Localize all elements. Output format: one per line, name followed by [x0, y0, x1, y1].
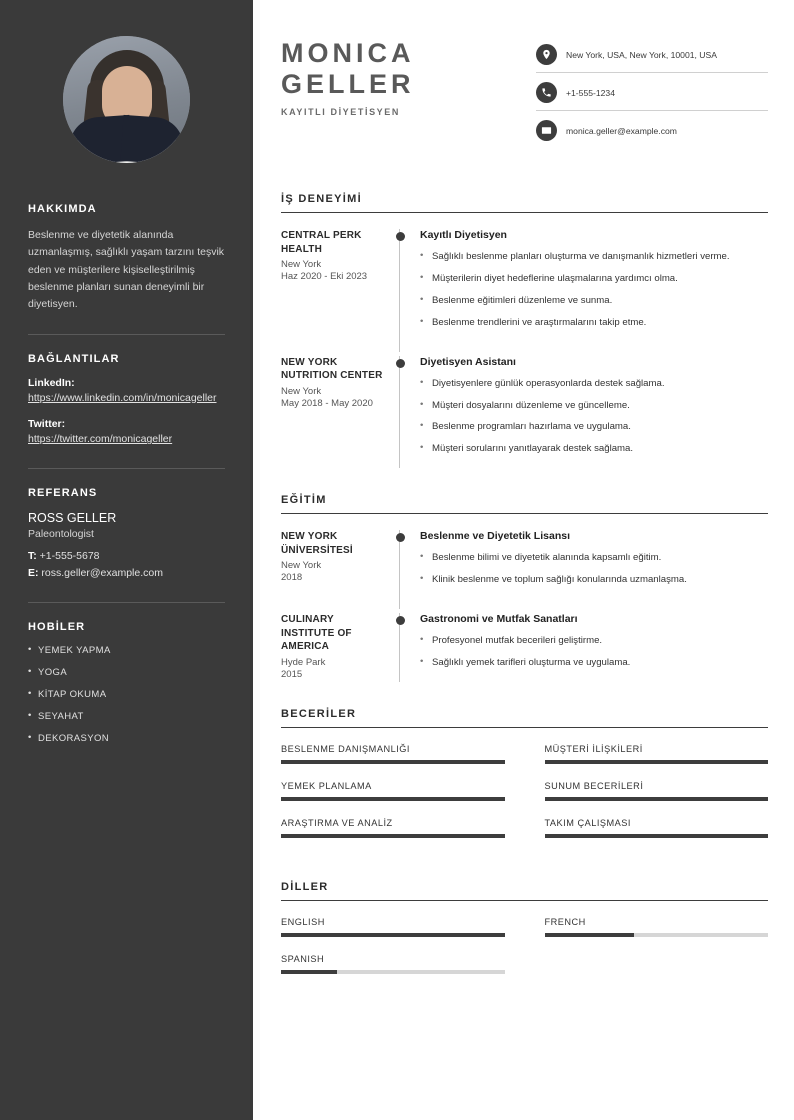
list-item: • Klinik beslenme ve toplum sağlığı konularında uzmanlaşma.	[420, 573, 768, 587]
entry-meta	[281, 356, 399, 469]
about-title: HAKKIMDA	[28, 203, 97, 215]
skill-item	[281, 781, 505, 801]
language-bar	[281, 933, 505, 937]
experience-section	[281, 193, 768, 468]
entry-org: NEW YORK NUTRITION CENTER	[281, 356, 383, 382]
entry-title: Beslenme ve Diyetetik Lisansı	[420, 530, 570, 543]
sidebar	[0, 0, 253, 1120]
experience-entry	[281, 229, 768, 352]
entry-meta	[281, 613, 399, 682]
education-title: EĞİTİM	[281, 494, 768, 514]
link-label: Twitter:	[28, 418, 66, 431]
avatar	[63, 36, 190, 163]
languages-title: DİLLER	[281, 881, 768, 901]
about-section	[28, 203, 225, 314]
entry-title: Kayıtlı Diyetisyen	[420, 229, 507, 241]
list-item: • Beslenme eğitimleri düzenleme ve sunma.	[420, 294, 768, 308]
skill-bar	[281, 797, 505, 801]
entry-meta	[281, 530, 399, 609]
skill-label: TAKIM ÇALIŞMASI	[544, 817, 631, 828]
link-url-twitter[interactable]: https://twitter.com/monicageller	[28, 433, 173, 446]
reference-title: REFERANS	[28, 487, 98, 500]
contact-row-location	[536, 44, 768, 73]
list-item: • Profesyonel mutfak becerileri geliştirme.	[420, 634, 768, 648]
resume-header	[281, 38, 768, 157]
language-bar	[545, 933, 769, 937]
hobbies-section	[28, 621, 225, 744]
languages-grid	[281, 917, 768, 991]
skill-item	[281, 818, 505, 838]
entry-date: Haz 2020 - Eki 2023	[281, 271, 368, 282]
contact-row-email	[536, 120, 768, 148]
reference-name: ROSS GELLER	[28, 511, 117, 526]
list-item: • Beslenme trendlerini ve araştırmalarını takip etme.	[420, 316, 768, 330]
list-item: • Müşteri sorularını yanıtlayarak destek sağlama.	[420, 442, 768, 456]
skill-label: MÜŞTERİ İLİŞKİLERİ	[544, 743, 643, 754]
entry-org: NEW YORK ÜNİVERSİTESİ	[281, 531, 353, 556]
location-pin-icon	[536, 44, 557, 65]
entry-location: Hyde Park	[281, 656, 326, 668]
entry-body	[399, 613, 768, 682]
skill-label: SUNUM BECERİLERİ	[544, 780, 644, 791]
phone-icon	[536, 82, 557, 103]
entry-title: Diyetisyen Asistanı	[420, 355, 516, 368]
entry-location: New York	[281, 385, 322, 397]
list-item: • KİTAP OKUMA	[28, 689, 225, 700]
entry-date: 2018	[281, 572, 303, 584]
envelope-icon	[536, 120, 557, 141]
contact-email: monica.geller@example.com	[566, 125, 677, 136]
link-url-linkedin[interactable]: https://www.linkedin.com/in/monicageller	[28, 391, 217, 404]
list-item: • Sağlıklı yemek tarifleri oluşturma ve uygulama.	[420, 656, 768, 670]
reference-email-label: E:	[28, 566, 39, 579]
links-section	[28, 353, 225, 449]
timeline-dot-icon	[396, 533, 405, 542]
about-text: Beslenme ve diyetetik alanında uzmanlaşmış, sağlıklı yaşam tarzını teşvik eden ve müşterilere kişiselleştirilmiş beslenme planları sunan deneyimli bir diyetisyen.	[28, 229, 225, 311]
skills-section	[281, 708, 768, 855]
skill-label: ARAŞTIRMA VE ANALİZ	[281, 817, 393, 828]
skill-label: BESLENME DANIŞMANLIĞI	[281, 743, 410, 754]
timeline-dot-icon	[396, 359, 405, 368]
language-label: FRENCH	[544, 916, 586, 927]
skill-item	[545, 818, 769, 838]
hobbies-title: HOBİLER	[28, 620, 86, 633]
list-item: • Müşteri dosyalarını düzenleme ve güncelleme.	[420, 399, 768, 413]
skill-bar	[281, 760, 505, 764]
reference-role: Paleontologist	[28, 528, 94, 541]
job-title: KAYITLI DİYETİSYEN	[281, 106, 400, 117]
contact-phone: +1-555-1234	[566, 87, 615, 98]
skill-label: YEMEK PLANLAMA	[281, 780, 372, 791]
languages-section	[281, 881, 768, 991]
timeline-dot-icon	[396, 232, 405, 241]
avatar-wrap	[28, 36, 225, 163]
entry-title: Gastronomi ve Mutfak Sanatları	[420, 613, 578, 626]
page-title-last: GELLER	[281, 68, 415, 99]
entry-body	[399, 229, 768, 352]
skill-bar	[281, 834, 505, 838]
name-block	[281, 38, 415, 117]
list-item: • DEKORASYON	[28, 733, 225, 744]
language-item	[545, 917, 769, 937]
skill-item	[281, 744, 505, 764]
contact-location: New York, USA, New York, 10001, USA	[566, 49, 717, 60]
entry-date: 2015	[281, 668, 303, 680]
contact-row-phone	[536, 82, 768, 111]
list-item: • YEMEK YAPMA	[28, 645, 225, 656]
list-item: • Diyetisyenlere günlük operasyonlarda destek sağlama.	[420, 377, 768, 391]
experience-entry	[281, 356, 768, 469]
entry-body	[399, 356, 768, 469]
language-item	[281, 917, 505, 937]
list-item: • Sağlıklı beslenme planları oluşturma ve danışmanlık hizmetleri verme.	[420, 250, 768, 264]
language-bar	[281, 970, 505, 974]
list-item: • Müşterilerin diyet hedeflerine ulaşmalarına yardımcı olma.	[420, 272, 768, 286]
divider	[28, 468, 225, 469]
entry-body	[399, 530, 768, 609]
reference-email: ross.geller@example.com	[41, 566, 163, 579]
experience-title: İŞ DENEYİMİ	[281, 193, 768, 213]
list-item: • Beslenme bilimi ve diyetetik alanında kapsamlı eğitim.	[420, 551, 768, 565]
language-label: SPANISH	[281, 953, 325, 964]
entry-meta	[281, 229, 399, 352]
list-item: • Beslenme programları hazırlama ve uygulama.	[420, 420, 768, 434]
reference-phone: +1-555-5678	[39, 550, 100, 563]
entry-location: New York	[281, 259, 322, 270]
entry-location: New York	[281, 560, 322, 572]
entry-org: CENTRAL PERK HEALTH	[281, 230, 362, 255]
language-label: ENGLISH	[281, 916, 325, 927]
divider	[28, 334, 225, 335]
list-item: • YOGA	[28, 667, 225, 678]
reference-phone-row	[28, 548, 225, 565]
links-title: BAĞLANTILAR	[28, 352, 120, 365]
skill-item	[545, 744, 769, 764]
skill-bar	[545, 834, 769, 838]
skill-bar	[545, 797, 769, 801]
skills-grid	[281, 744, 768, 855]
education-section	[281, 494, 768, 682]
entry-date: May 2018 - May 2020	[281, 397, 373, 409]
reference-section	[28, 487, 225, 582]
main-content	[253, 0, 794, 1120]
entry-org: CULINARY INSTITUTE OF AMERICA	[281, 614, 352, 653]
language-item	[281, 954, 505, 974]
timeline-dot-icon	[396, 616, 405, 625]
skill-bar	[545, 760, 769, 764]
link-item-linkedin	[28, 377, 225, 407]
reference-email-row	[28, 565, 225, 582]
link-item-twitter	[28, 418, 225, 448]
skill-item	[545, 781, 769, 801]
page-title: MONICA	[281, 38, 415, 68]
education-entry	[281, 530, 768, 609]
contact-list	[536, 38, 768, 157]
link-label: LinkedIn:	[28, 376, 75, 389]
education-entry	[281, 613, 768, 682]
reference-phone-label: T:	[28, 550, 37, 563]
skills-title: BECERİLER	[281, 708, 768, 728]
divider	[28, 602, 225, 603]
list-item: • SEYAHAT	[28, 711, 225, 722]
